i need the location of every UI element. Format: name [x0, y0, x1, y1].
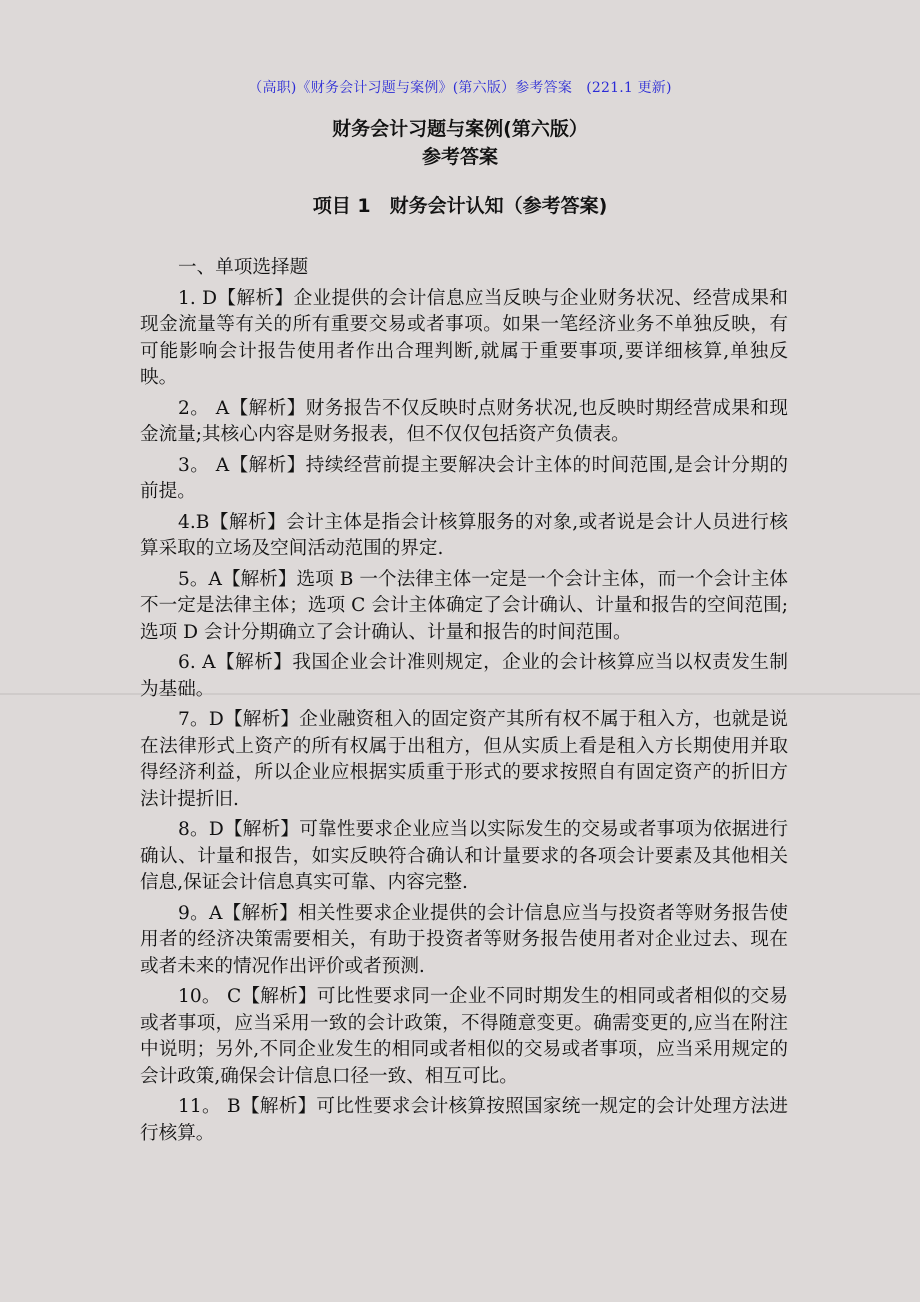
section-heading: 一、单项选择题: [178, 257, 309, 278]
answer-item-8: 8。D【解析】可靠性要求企业应当以实际发生的交易或者事项为依据进行确认、计量和报告，如实反映符合确认和计量要求的各项会计要素及其他相关信息,保证会计信息真实可靠、内容完整.: [140, 819, 788, 893]
answer-item-4: 4.B【解析】会计主体是指会计核算服务的对象,或者说是会计人员进行核算采取的立场及空间活动范围的界定.: [140, 511, 788, 559]
project-title: 项目 1 财务会计认知（参考答案): [312, 195, 608, 217]
answer-item-6: 6. A【解析】我国企业会计准则规定，企业的会计核算应当以权责发生制为基础。: [140, 652, 788, 700]
book-title: 财务会计习题与案例(第六版）: [332, 118, 588, 140]
header-link[interactable]: （高职)《财务会计习题与案例》(第六版）参考答案 (221.1 更新): [248, 80, 672, 96]
answer-item-5: 5。A【解析】选项 B 一个法律主体一定是一个会计主体，而一个会计主体不一定是法律主体；选项 C 会计主体确定了会计确认、计量和报告的空间范围;选项 D 会计分期确立了会计确认、计量和报告的时间范围。: [140, 568, 788, 643]
answer-item-11: 11。 B【解析】可比性要求会计核算按照国家统一规定的会计处理方法进行核算。: [140, 1096, 788, 1144]
answer-item-7: 7。D【解析】企业融资租入的固定资产其所有权不属于租入方，也就是说在法律形式上资产的所有权属于出租方，但从实质上看是租入方长期使用并取得经济利益，所以企业应根据实质重于形式的要求按照自有固定资产的折旧方法计提折旧.: [140, 709, 788, 810]
answer-item-1: 1. D【解析】企业提供的会计信息应当反映与企业财务状况、经营成果和现金流量等有关的所有重要交易或者事项。如果一笔经济业务不单独反映，有可能影响会计报告使用者作出合理判断,就属于重要事项,要详细核算,单独反映。: [140, 287, 788, 388]
answer-title: 参考答案: [421, 146, 498, 168]
answer-item-2: 2。 A【解析】财务报告不仅反映时点财务状况,也反映时期经营成果和现金流量;其核心内容是财务报表，但不仅仅包括资产负债表。: [140, 397, 788, 445]
answer-item-10: 10。 C【解析】可比性要求同一企业不同时期发生的相同或者相似的交易或者事项，应当采用一致的会计政策，不得随意变更。确需变更的,应当在附注中说明；另外,不同企业发生的相同或者相似的交易或者事项，应当采用规定的会计政策,确保会计信息口径一致、相互可比。: [140, 986, 788, 1087]
answer-item-9: 9。A【解析】相关性要求企业提供的会计信息应当与投资者等财务报告使用者的经济决策需要相关，有助于投资者等财务报告使用者对企业过去、现在或者未来的情况作出评价或者预测.: [140, 902, 788, 977]
answer-item-3: 3。 A【解析】持续经营前提主要解决会计主体的时间范围,是会计分期的前提。: [140, 454, 788, 502]
answer-content: [140, 255, 788, 1151]
